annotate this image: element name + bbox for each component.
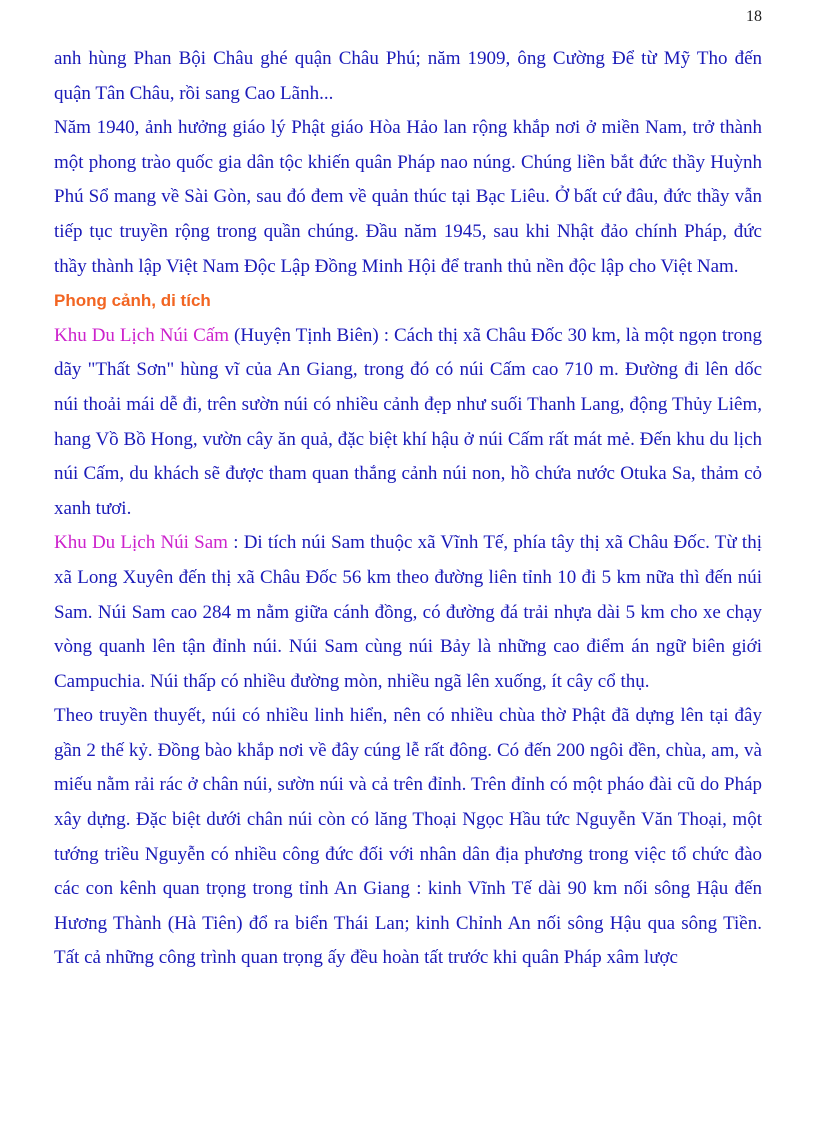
section-heading: Phong cảnh, di tích <box>54 291 211 311</box>
place-name-nui-sam: Khu Du Lịch Núi Sam <box>54 532 228 554</box>
nui-sam-description: : Di tích núi Sam thuộc xã Vĩnh Tế, phía tây thị xã Châu Đốc. Từ thị xã Long Xuyên đến thị xã Châu Đốc 56 km theo đường liên tỉnh 10 đi 5 km nữa thì đến núi Sam. Núi Sam cao 284 m nằm giữa cánh đồng, có đường đá trải nhựa dài 5 km cho xe chạy vòng quanh lên tận đỉnh núi. Núi Sam cùng núi Bảy là những cao điểm án ngữ biên giới Campuchia. Núi thấp có nhiều đường mòn, nhiều ngã lên xuống, ít cây cổ thụ. <box>54 532 762 692</box>
paragraph-phan-boi-chau: anh hùng Phan Bội Châu ghé quận Châu Phú; năm 1909, ông Cường Để từ Mỹ Tho đến quận Tân Châu, rồi sang Cao Lãnh... <box>54 48 762 104</box>
paragraph-hoa-hao: Năm 1940, ảnh hưởng giáo lý Phật giáo Hòa Hảo lan rộng khắp nơi ở miền Nam, trở thành một phong trào quốc gia dân tộc khiến quân Pháp nao núng. Chúng liền bắt đức thầy Huỳnh Phú Sổ mang về Sài Gòn, sau đó đem về quản thúc tại Bạc Liêu. Ở bất cứ đâu, đức thầy vẫn tiếp tục truyền rộng trong quần chúng. Đầu năm 1945, sau khi Nhật đảo chính Pháp, đức thầy thành lập Việt Nam Độc Lập Đồng Minh Hội để tranh thủ nền độc lập cho Việt Nam. <box>54 117 762 277</box>
nui-cam-description: (Huyện Tịnh Biên) : Cách thị xã Châu Đốc 30 km, là một ngọn trong dãy "Thất Sơn" hùng vĩ của An Giang, trong đó có núi Cấm cao 710 m. Đường đi lên dốc núi thoải mái dễ đi, trên sườn núi có nhiều cảnh đẹp như suối Thanh Lang, động Thủy Liêm, hang Vồ Bồ Hong, vườn cây ăn quả, đặc biệt khí hậu ở núi Cấm rất mát mẻ. Đến khu du lịch núi Cấm, du khách sẽ được tham quan thắng cảnh núi non, hồ chứa nước Otuka Sa, thảm cỏ xanh tươi. <box>54 324 762 519</box>
place-name-nui-cam: Khu Du Lịch Núi Cấm <box>54 324 230 346</box>
paragraph-nui-sam <box>54 526 762 699</box>
paragraph-legend: Theo truyền thuyết, núi có nhiều linh hiển, nên có nhiều chùa thờ Phật đã dựng lên tại đây gần 2 thế kỷ. Đồng bào khắp nơi về đây cúng lễ rất đông. Có đến 200 ngôi đền, chùa, am, và miếu nằm rải rác ở chân núi, sườn núi và cả trên đỉnh. Trên đỉnh có một pháo đài cũ do Pháp xây dựng. Đặc biệt dưới chân núi còn có lăng Thoại Ngọc Hầu tức Nguyễn Văn Thoại, một tướng triều Nguyễn có nhiều công đức đối với nhân dân địa phương trong việc tổ chức đào các con kênh quan trọng trong tỉnh An Giang : kinh Vĩnh Tế dài 90 km nối sông Hậu đến Hương Thành (Hà Tiên) đổ ra biển Thái Lan; kinh Chỉnh An nối sông Hậu qua sông Tiền. Tất cả những công trình quan trọng ấy đều hoàn tất trước khi quân Pháp xâm lược <box>54 705 762 969</box>
document-body <box>54 42 762 976</box>
paragraph-nui-cam <box>54 319 762 527</box>
page-number: 18 <box>746 8 762 25</box>
